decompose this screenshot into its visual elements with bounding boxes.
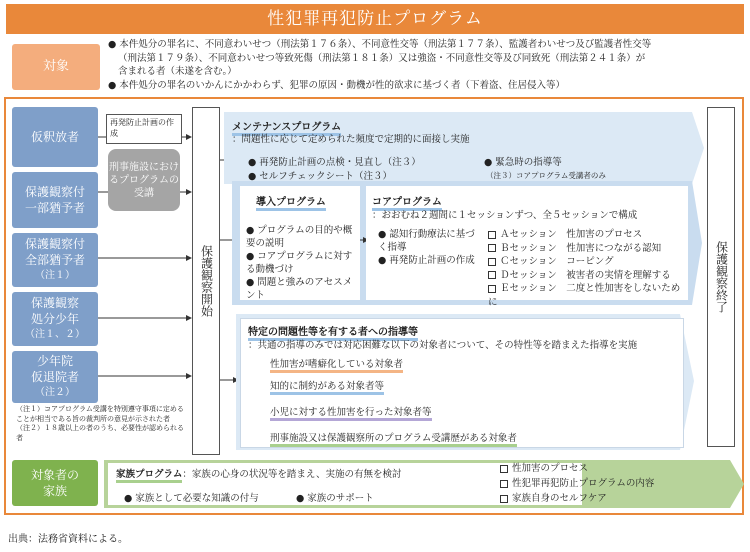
special-desc: ：共通の指導のみでは対応困難な以下の対象者について、その特性等を踏まえた指導を実施	[248, 340, 638, 351]
core-title: コアプログラム	[372, 193, 442, 208]
family-item-2: ● 家族のサポート	[296, 493, 374, 504]
maintenance-item-3: ● 緊急時の指導等	[484, 157, 562, 168]
core-item-2: ● 再発防止計画の作成	[378, 255, 475, 266]
session-a: Ａセッション 性加害のプロセス	[488, 228, 684, 242]
special-title: 特定の問題性等を有する者への指導等	[248, 323, 418, 338]
intro-item-2: ● コアプログラムに対する動機づけ	[246, 251, 353, 275]
special-item-3: 小児に対する性加害を行った対象者等	[270, 404, 432, 418]
prison-program-box	[108, 149, 180, 211]
family-heading: 家族プログラム：家族の心身の状況等を踏まえ、実施の有無を検討	[116, 466, 401, 480]
special-item-4: 刑事施設又は保護観察所のプログラム受講歴がある対象者	[270, 430, 517, 444]
session-e: Ｅセッション 二度と性加害をしないために	[488, 283, 681, 308]
full-line-2: 全部猶予者	[24, 253, 85, 267]
intro-items	[246, 224, 356, 302]
maintenance-title: メンテナンスプログラム	[232, 118, 341, 133]
maintenance-desc: ：問題性に応じて定められた頻度で定期的に面接し実施	[232, 134, 470, 145]
target-line-4: ● 本件処分の罪名のいかんにかかわらず、犯罪の原因・動機が性的欲求に基づく者（下着盗、住居侵入等）	[108, 79, 566, 91]
family-right-items	[500, 461, 654, 506]
relapse-plan-note: 再発防止計画の作成	[106, 114, 182, 144]
checkbox-icon	[488, 271, 496, 279]
maintenance-item-1: ● 再発防止計画の点検・見直し（注３）	[248, 157, 421, 168]
special-item-2: 知的に制約がある対象者等	[270, 378, 384, 392]
juv-line-2: 処分少年	[30, 312, 79, 326]
checkbox-icon	[488, 258, 496, 266]
juv-line-1: 保護観察	[30, 296, 79, 310]
checkbox-icon	[500, 480, 508, 488]
target-line-2: （刑法第１７９条）、不同意わいせつ等致死傷（刑法第１８１条）又は強盗・不同意性交等及び同致死（刑法第２４１条）が	[118, 52, 646, 64]
footnotes	[16, 405, 186, 443]
full-line-1: 保護観察付	[24, 237, 85, 251]
family-label-line-1: 対象者の	[30, 468, 79, 482]
maintenance-item-2: ● セルフチェックシート（注３）	[248, 171, 393, 182]
core-item-1: ● 認知行動療法に基づく指導	[378, 229, 475, 253]
family-label-line-2: 家族	[42, 484, 67, 498]
intro-item-1: ● プログラムの目的や概要の説明	[246, 225, 353, 249]
session-b: Ｂセッション 性加害につながる認知	[488, 242, 684, 256]
full-note: （注１）	[35, 270, 75, 281]
ref-line-2: 仮退院者	[30, 370, 79, 384]
checkbox-icon	[488, 231, 496, 239]
partial-line-1: 保護観察付	[24, 185, 85, 199]
partial-line-2: 一部猶予者	[24, 201, 85, 215]
probation-start-label: 保護観察開始	[199, 245, 214, 317]
partial-suspension-box	[12, 172, 98, 228]
family-right-item-3: 家族自身のセルフケア	[500, 491, 654, 506]
core-sessions	[488, 228, 684, 309]
juvenile-probation-box	[12, 292, 98, 346]
juv-note: （注１、２）	[25, 329, 85, 340]
footnote-1: （注１）コアプログラム受講を特別遵守事項に定めることが相当である旨の裁判所の意見が示された者	[16, 405, 184, 423]
maintenance-note: （注３）コアプログラム受講者のみ	[486, 171, 606, 180]
checkbox-icon	[488, 285, 496, 293]
footnote-2: （注２）１８歳以上の者のうち、必要性が認められる者	[16, 424, 184, 442]
checkbox-icon	[500, 495, 508, 503]
parolee-label: 仮釈放者	[30, 130, 79, 144]
family-right-item-2: 性犯罪再犯防止プログラムの内容	[500, 476, 654, 491]
target-line-1: ● 本件処分の罪名に、不同意わいせつ（刑法第１７６条）、不同意性交等（刑法第１７７条）、監護者わいせつ及び監護者性交等	[108, 39, 652, 50]
checkbox-icon	[488, 244, 496, 252]
probation-end-bar	[707, 107, 735, 447]
target-label: 対象	[12, 44, 100, 90]
intro-title: 導入プログラム	[256, 193, 326, 208]
juvenile-parole-box	[12, 351, 98, 403]
parolee-box	[12, 107, 98, 167]
checkbox-icon	[500, 465, 508, 473]
core-desc: ：おおむね２週間に１セッションずつ、全５セッションで構成	[372, 210, 638, 221]
page-title: 性犯罪再犯防止プログラム	[6, 4, 744, 34]
full-suspension-box	[12, 233, 98, 287]
ref-note: （注２）	[35, 387, 75, 398]
source-note: 出典：法務省資料による。	[8, 534, 128, 545]
session-d: Ｄセッション 被害者の実情を理解する	[488, 269, 684, 283]
ref-line-1: 少年院	[36, 354, 73, 368]
core-items	[378, 228, 478, 267]
family-label	[12, 460, 98, 506]
family-item-1: ● 家族として必要な知識の付与	[124, 493, 259, 504]
prison-program-label: 刑事施設におけるプログラムの受講	[109, 161, 179, 199]
family-desc: ：家族の心身の状況等を踏まえ、実施の有無を検討	[182, 469, 402, 480]
family-right-item-1: 性加害のプロセス	[500, 461, 654, 476]
target-line-3: 含まれる者（未遂を含む。）	[118, 66, 237, 77]
special-item-1: 性加害が嗜癖化している対象者	[270, 356, 403, 370]
probation-end-label: 保護観察終了	[714, 241, 729, 313]
session-c: Ｃセッション コーピング	[488, 255, 684, 269]
probation-start-bar	[192, 107, 220, 455]
intro-item-3: ● 問題と強みのアセスメント	[246, 277, 353, 301]
